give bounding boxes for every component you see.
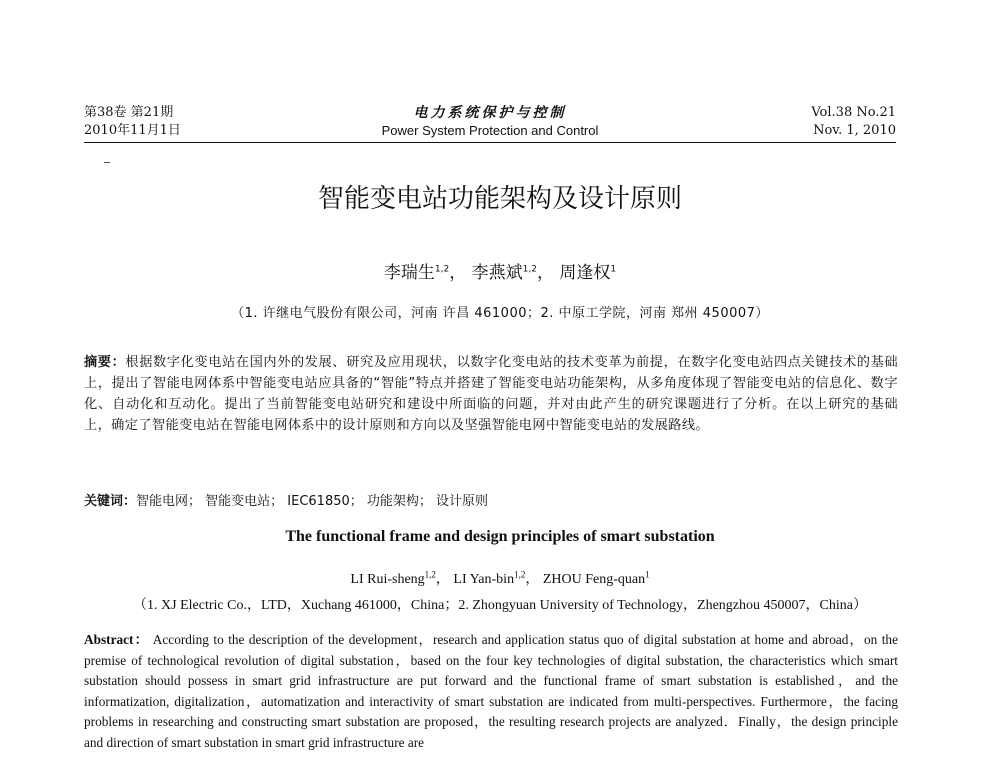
paper-title-en: The functional frame and design principles of smart substation: [285, 528, 715, 545]
author-list-cn: [0, 258, 1000, 283]
abstract-label-cn: 摘要：: [84, 355, 126, 370]
author-list-en: [0, 568, 1000, 588]
author-name: LI Rui-sheng: [350, 572, 425, 587]
keywords-text-cn: 智能电网； 智能变电站； IEC61850； 功能架构； 设计原则: [136, 494, 489, 509]
author-name: 李瑞生: [383, 263, 435, 283]
author-name: ZHOU Feng-quan: [542, 572, 646, 587]
keywords-cn: [84, 490, 898, 509]
volume-issue-cn: 第38卷 第21期: [84, 105, 174, 120]
author-sep: ，: [449, 263, 467, 283]
author-affil-sup: 1,2: [522, 264, 537, 275]
volume-issue-en: Vol.38 No.21: [811, 105, 896, 120]
author-sep: ，: [525, 572, 540, 587]
author-affil-sup: 1,2: [434, 264, 450, 275]
abstract-cn: [84, 352, 898, 436]
author-sep: ，: [536, 263, 554, 283]
scan-mark: [104, 162, 110, 163]
journal-name: [84, 104, 896, 140]
author-name: LI Yan-bin: [453, 572, 515, 587]
author-sep: ，: [435, 572, 450, 587]
abstract-text-cn: 根据数字化变电站在国内外的发展、研究及应用现状，以数字化变电站的技术变革为前提，在数字化变电站四点关键技术的基础上，提出了智能电网体系中智能变电站应具备的“智能”特点并搭建了智能变电站功能架构，从多角度体现了智能变电站的信息化、数字化、自动化和互动化。提出了当前智能变电站研究和建设中所面临的问题，并对由此产生的研究课题进行了分析。在以上研究的基础上，确定了智能变电站在智能电网体系中的设计原则和方向以及坚强智能电网中智能变电站的发展路线。: [84, 355, 898, 433]
abstract-text-en: According to the description of the development，research and application status quo of digital substation at home and abroad，on the premise of technological revolution of digital substation，based on the four key technologies of digital substation, the characteristics which smart substation should possess in smart grid infrastructure are put forward and the functional frame of smart substation is established，and the informatization, digitalization，automatization and interactivity of smart substation are indicated from multi-perspectives. Furthermore，the facing problems in researching and constructing smart substation are proposed，the resulting research projects are analyzed．Finally，the design principle and direction of smart substation in smart grid infrastructure are: [84, 632, 898, 750]
affiliation-en: （1. XJ Electric Co.，LTD，Xuchang 461000，China；2. Zhongyuan University of Technology，Zhengzhou 450007，China）: [133, 598, 867, 613]
author-name: 李燕斌: [471, 263, 523, 283]
author-affil-sup: 1,2: [424, 569, 436, 580]
journal-name-cn: 电力系统保护与控制: [413, 105, 567, 121]
author-affil-sup: 1: [610, 264, 617, 275]
date-en: Nov. 1, 2010: [813, 123, 896, 138]
paper-title-cn: 智能变电站功能架构及设计原则: [317, 184, 682, 214]
abstract-label-en: Abstract：: [84, 632, 150, 647]
author-name: 周逢权: [559, 263, 611, 283]
journal-name-en: Power System Protection and Control: [381, 123, 599, 138]
issue-info-en: [811, 104, 896, 140]
keywords-label-cn: 关键词：: [84, 494, 137, 509]
abstract-en: [84, 630, 898, 753]
author-affil-sup: 1,2: [514, 569, 526, 580]
date-cn: 2010年11月1日: [84, 123, 181, 138]
author-affil-sup: 1: [645, 569, 650, 580]
affiliation-cn: （1. 许继电气股份有限公司，河南 许昌 461000；2. 中原工学院，河南 郑州 450007）: [231, 306, 769, 321]
journal-header: [84, 104, 896, 143]
